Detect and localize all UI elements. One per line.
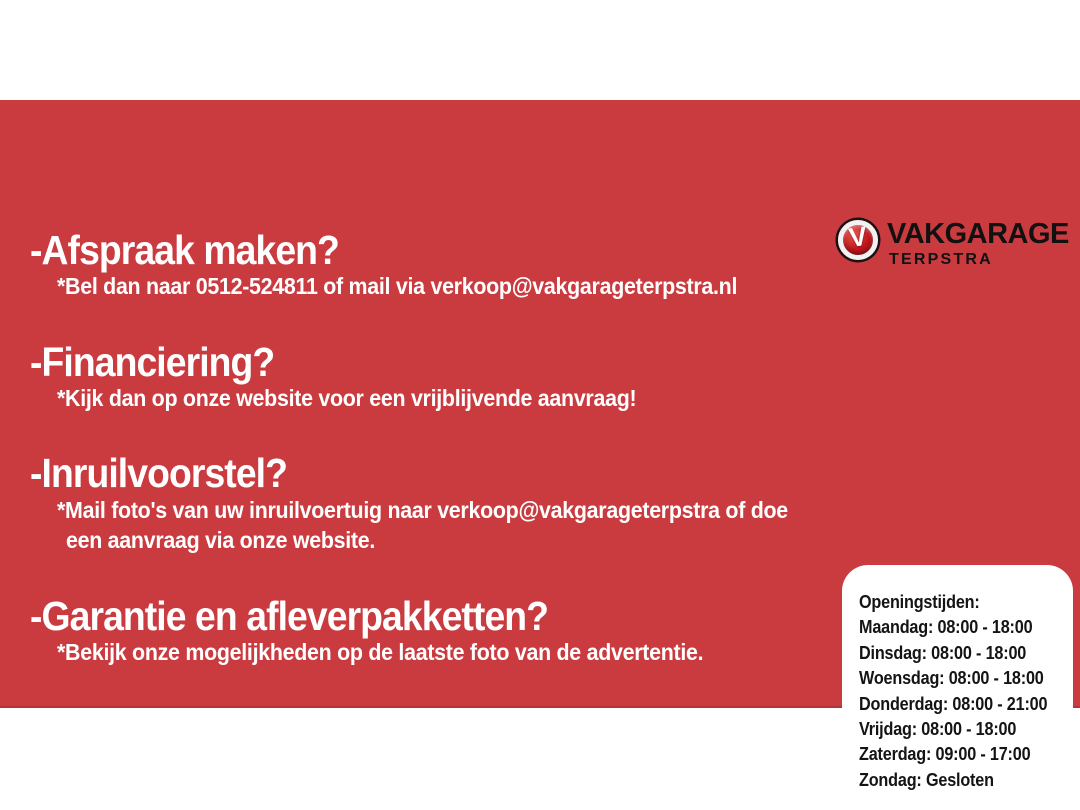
opening-hours-friday: Vrijdag: 08:00 - 18:00 xyxy=(859,719,1017,740)
opening-hours-title: Openingstijden: xyxy=(859,592,980,612)
logo-text xyxy=(887,214,1069,268)
brand-sub-name: TERPSTRA xyxy=(889,251,993,268)
inruil-info-line-1: *Mail foto's van uw inruilvoertuig naar verkoop@vakgarageterpstra of doe xyxy=(57,497,788,523)
afspraak-contact-line: *Bel dan naar 0512-524811 of mail via verkoop@vakgarageterpstra.nl xyxy=(57,273,738,299)
heading-financiering: -Financiering? xyxy=(30,339,275,385)
opening-hours-sunday: Zondag: Gesloten xyxy=(859,769,994,790)
opening-hours-wednesday: Woensdag: 08:00 - 18:00 xyxy=(859,668,1044,689)
red-background-panel xyxy=(0,100,1080,790)
opening-hours-thursday: Donderdag: 08:00 - 21:00 xyxy=(859,693,1048,714)
heading-bezoekadres: -Bezoekadres? xyxy=(30,707,284,753)
vakgarage-badge-icon xyxy=(838,220,878,260)
heading-afspraak-maken: -Afspraak maken? xyxy=(30,227,339,273)
opening-hours-card xyxy=(842,565,1073,803)
financiering-info-line: *Kijk dan op onze website voor een vrijblijvende aanvraag! xyxy=(57,385,637,411)
inruil-info-line-2: een aanvraag via onze website. xyxy=(66,527,376,553)
badge-monogram: V xyxy=(846,220,869,253)
opening-hours-tuesday: Dinsdag: 08:00 - 18:00 xyxy=(859,642,1027,663)
bezoekadres-line: *De Hemmen 17, 9206AS, Drachten (Friesland) xyxy=(57,748,516,774)
garantie-info-line: *Bekijk onze mogelijkheden op de laatste foto van de advertentie. xyxy=(57,639,704,665)
vakgarage-logo xyxy=(838,214,1069,268)
heading-inruilvoorstel: -Inruilvoorstel? xyxy=(30,450,288,496)
brand-name: VAKGARAGE xyxy=(887,218,1069,250)
heading-garantie-afleverpakketten: -Garantie en afleverpakketten? xyxy=(30,593,549,639)
opening-hours-monday: Maandag: 08:00 - 18:00 xyxy=(859,617,1033,638)
opening-hours-saturday: Zaterdag: 09:00 - 17:00 xyxy=(859,744,1031,765)
